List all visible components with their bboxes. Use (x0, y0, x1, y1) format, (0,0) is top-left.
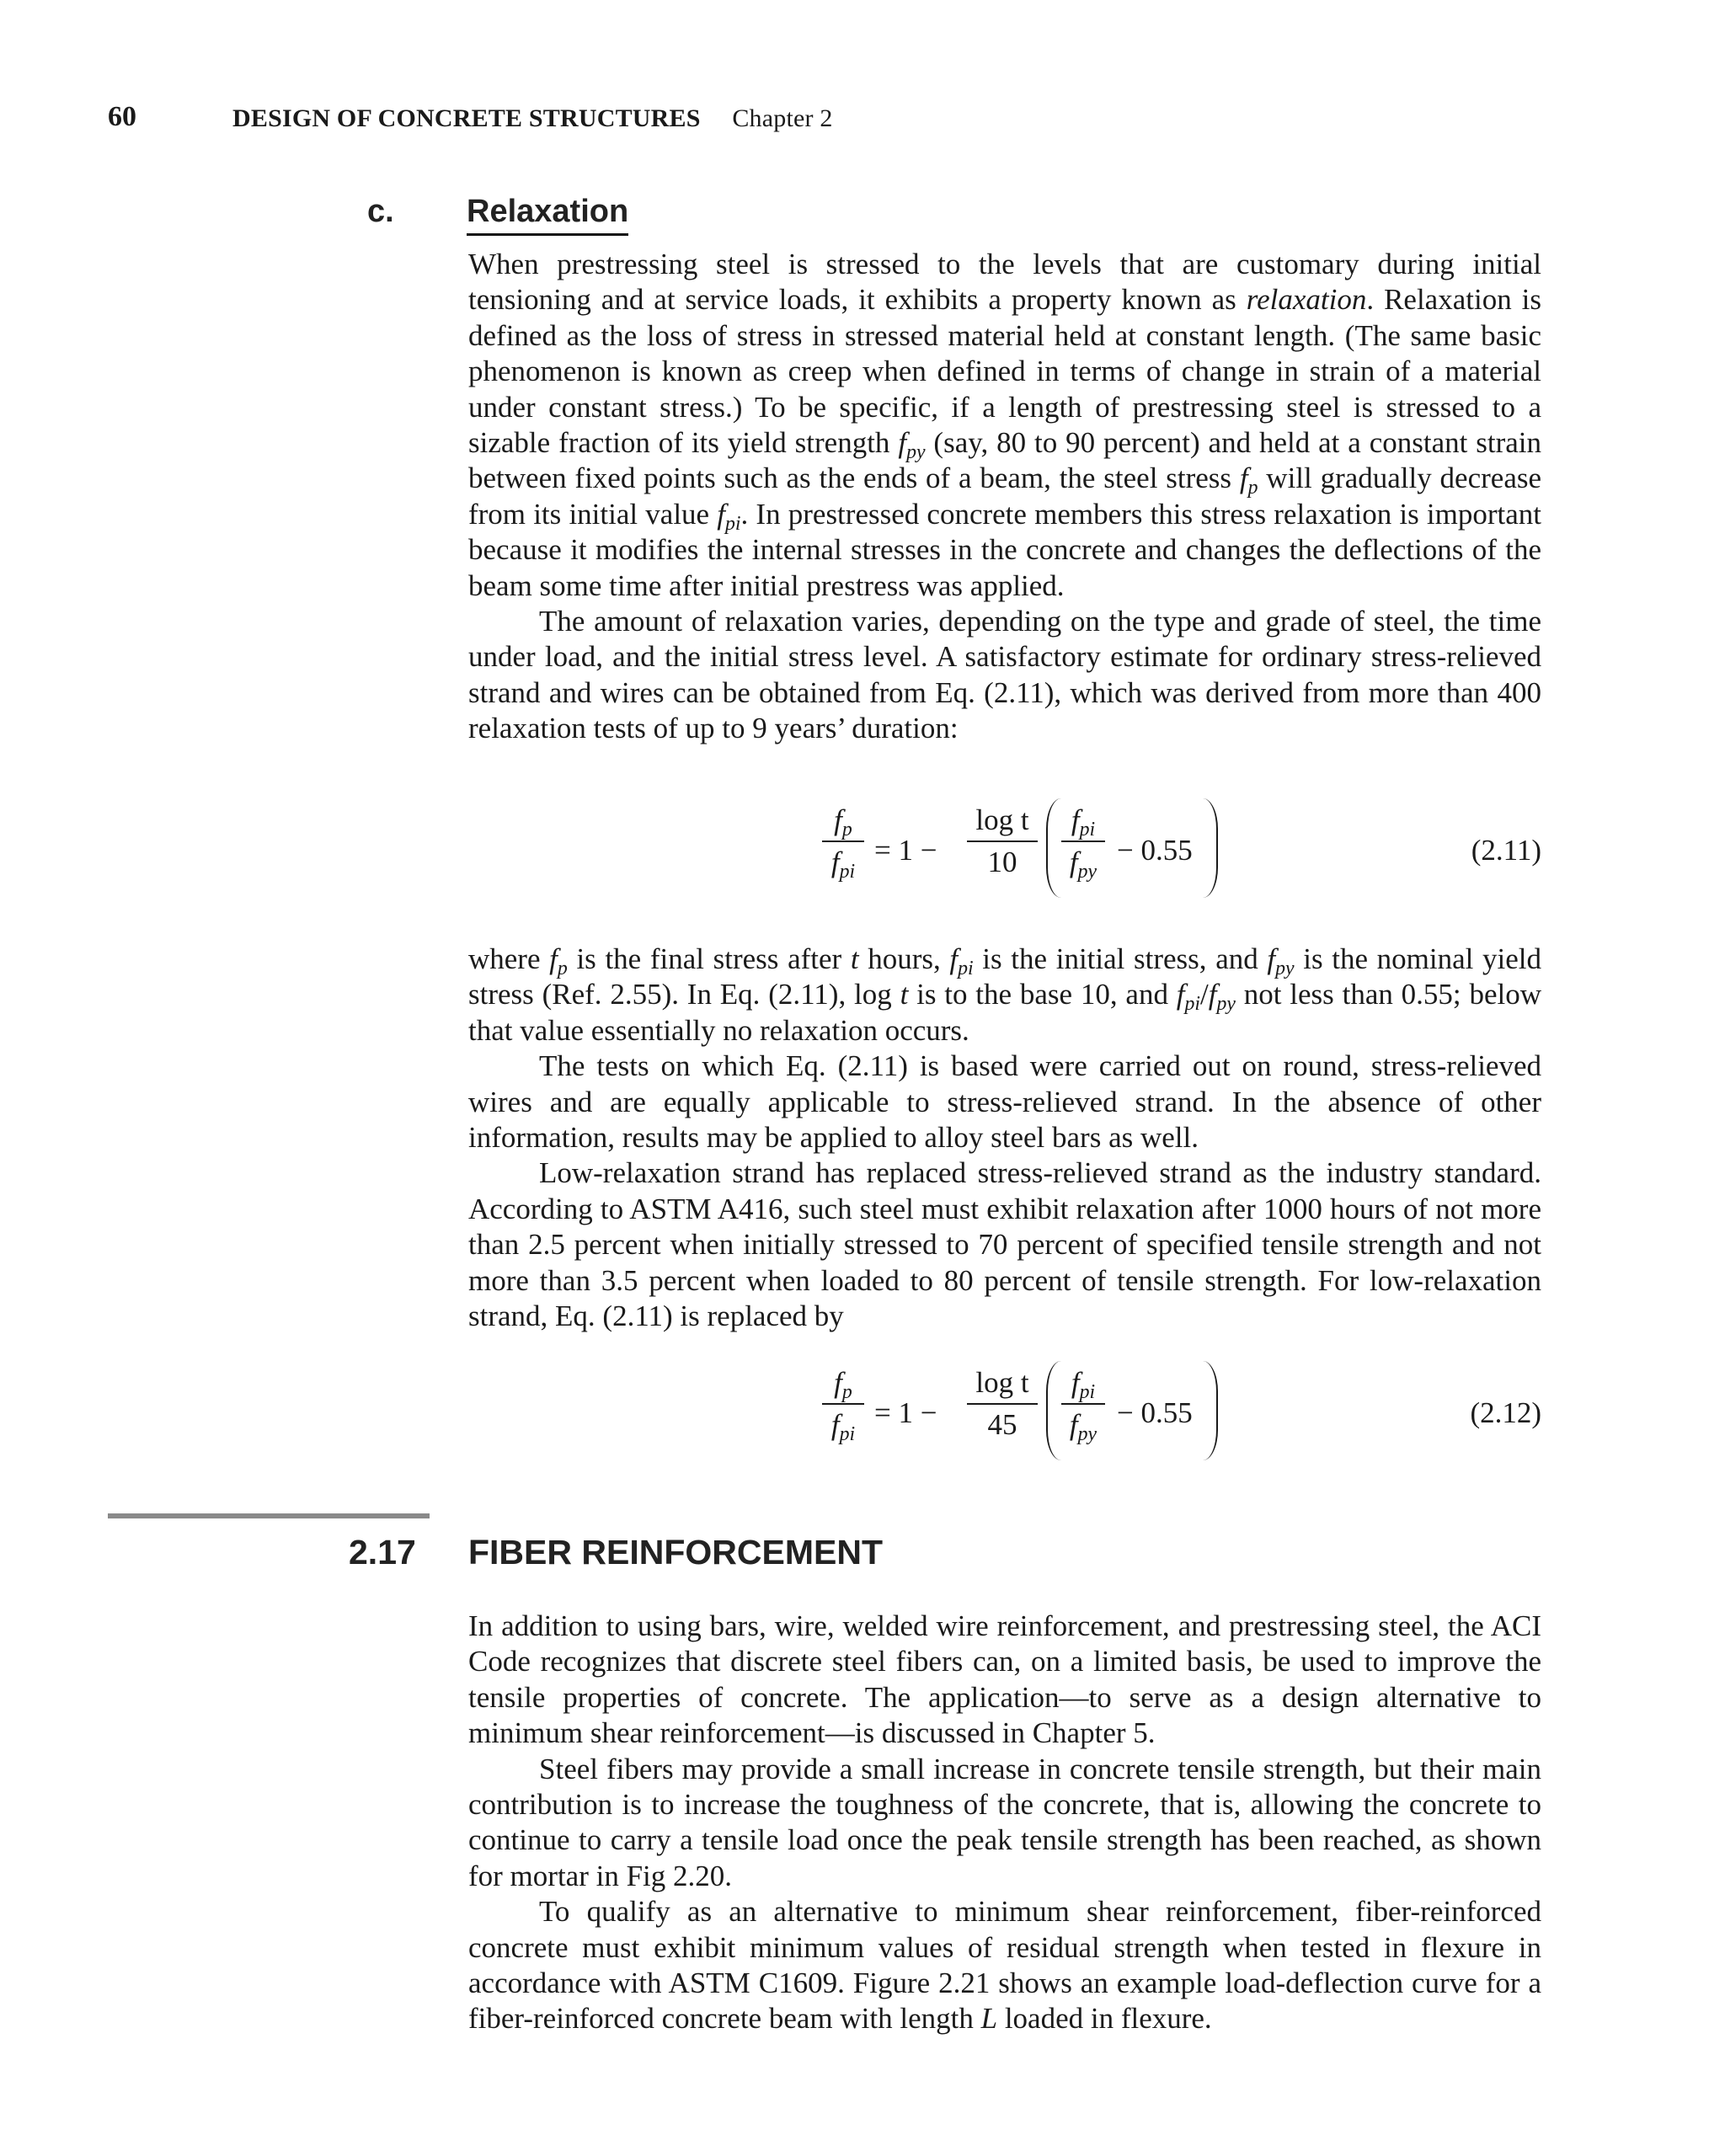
equals-one-minus: = 1 − (874, 1396, 937, 1429)
relaxation-text-block-2 (468, 942, 1541, 1334)
left-parenthesis (1046, 798, 1061, 898)
section-title: FIBER REINFORCEMENT (468, 1533, 883, 1572)
chapter-label: Chapter 2 (732, 104, 833, 132)
page-number: 60 (108, 101, 136, 132)
equation-number: (2.11) (1471, 834, 1541, 867)
fraction-log-t: log t 10 (967, 802, 1038, 881)
fraction-log-t: log t 45 (967, 1364, 1038, 1444)
term-relaxation: relaxation (1246, 283, 1367, 317)
equation-2-11 (468, 792, 1541, 918)
fiber-text-block (468, 1609, 1541, 2037)
subsection-title: Relaxation (467, 194, 628, 236)
right-parenthesis (1203, 798, 1218, 898)
fraction-fp-over-fpi: $f_p$ $f_{pi}$ (822, 1364, 864, 1444)
minus-constant: − 0.55 (1117, 834, 1193, 867)
left-parenthesis (1046, 1361, 1061, 1460)
equation-number: (2.12) (1470, 1396, 1541, 1429)
subsection-letter: c. (367, 194, 394, 229)
section-rule (108, 1513, 430, 1518)
paragraph: Steel fibers may provide a small increase in concrete tensile strength, but their main contribution is to increase the toughness of the concrete, that is, allowing the concrete to continue to carry a tensile load once the peak tensile strength has been reached, as shown for mortar in Fig 2.20. (468, 1752, 1541, 1892)
right-parenthesis (1203, 1361, 1218, 1460)
section-number: 2.17 (349, 1533, 416, 1572)
fraction-fpi-over-fpy: $f_{pi}$ $f_{py}$ (1061, 802, 1105, 881)
paragraph: The amount of relaxation varies, depending on the type and grade of steel, the time under load, and the initial stress level. A satisfactory estimate for ordinary stress-relieved strand and wires can be obtained from Eq. (2.11), which was derived from more than 400 relaxation tests of up to 9 years’ duration: (468, 605, 1541, 745)
paragraph: In addition to using bars, wire, welded wire reinforcement, and prestressing steel, the ACI Code recognizes that discrete steel fibers can, on a limited basis, be used to improve the tensile properties of concrete. The application—to serve as a design alternative to minimum shear reinforcement—is discussed in Chapter 5. (468, 1609, 1541, 1750)
minus-constant: − 0.55 (1117, 1396, 1193, 1429)
paragraph: The tests on which Eq. (2.11) is based were carried out on round, stress-relieved wires and are equally applicable to stress-relieved strand. In the absence of other information, results may be applied to alloy steel bars as well. (468, 1049, 1541, 1155)
paragraph: When prestressing steel is stressed to the levels that are customary during initial tensioning and at service loads, it exhibits a property known as relaxation. Relaxation is defined as the loss of stress in stressed material held at constant length. (The same basic phenomenon is known as creep when defined in terms of change in strain of a material under constant stress.) To be specific, if a length of prestressing steel is stressed to a sizable fraction of its yield strength $f_{py}$ (say, 80 to 90 percent) and held at a constant strain between fixed points such as the ends of a beam, the steel stress $f_p$ will gradually decrease from its initial value $f_{pi}$. In prestressed concrete members this stress relaxation is important because it modifies the internal stresses in the concrete and changes the deflections of the beam some time after initial prestress was applied. (468, 248, 1542, 602)
fraction-fp-over-fpi: $f_p$ $f_{pi}$ (822, 802, 864, 881)
fraction-fpi-over-fpy: $f_{pi}$ $f_{py}$ (1061, 1364, 1105, 1444)
running-head (232, 104, 833, 133)
paragraph: where $f_p$ is the final stress after t hours, $f_{pi}$ is the initial stress, and $f_{py}$ is the nominal yield stress (Ref. 2.55). In Eq. (2.11), log t is to the base 10, and $f_{pi}/f_{py}$ not less than 0.55; below that value essentially no relaxation occurs. (468, 942, 1541, 1047)
paragraph: To qualify as an alternative to minimum shear reinforcement, fiber-reinforced concrete must exhibit minimum values of residual strength when tested in flexure in accordance with ASTM C1609. Figure 2.21 shows an example load-deflection curve for a fiber-reinforced concrete beam with length L loaded in flexure. (468, 1895, 1541, 2036)
equation-2-12 (468, 1354, 1541, 1481)
paragraph: Low-relaxation strand has replaced stress-relieved strand as the industry standard. According to ASTM A416, such steel must exhibit relaxation after 1000 hours of not more than 2.5 percent when initially stressed to 70 percent of specified tensile strength and not more than 3.5 percent when loaded to 80 percent of tensile strength. For low-relaxation strand, Eq. (2.11) is replaced by (468, 1156, 1541, 1333)
equals-one-minus: = 1 − (874, 834, 937, 867)
subsection-heading (367, 194, 628, 236)
relaxation-text-block (468, 247, 1541, 747)
book-title: DESIGN OF CONCRETE STRUCTURES (232, 104, 701, 132)
